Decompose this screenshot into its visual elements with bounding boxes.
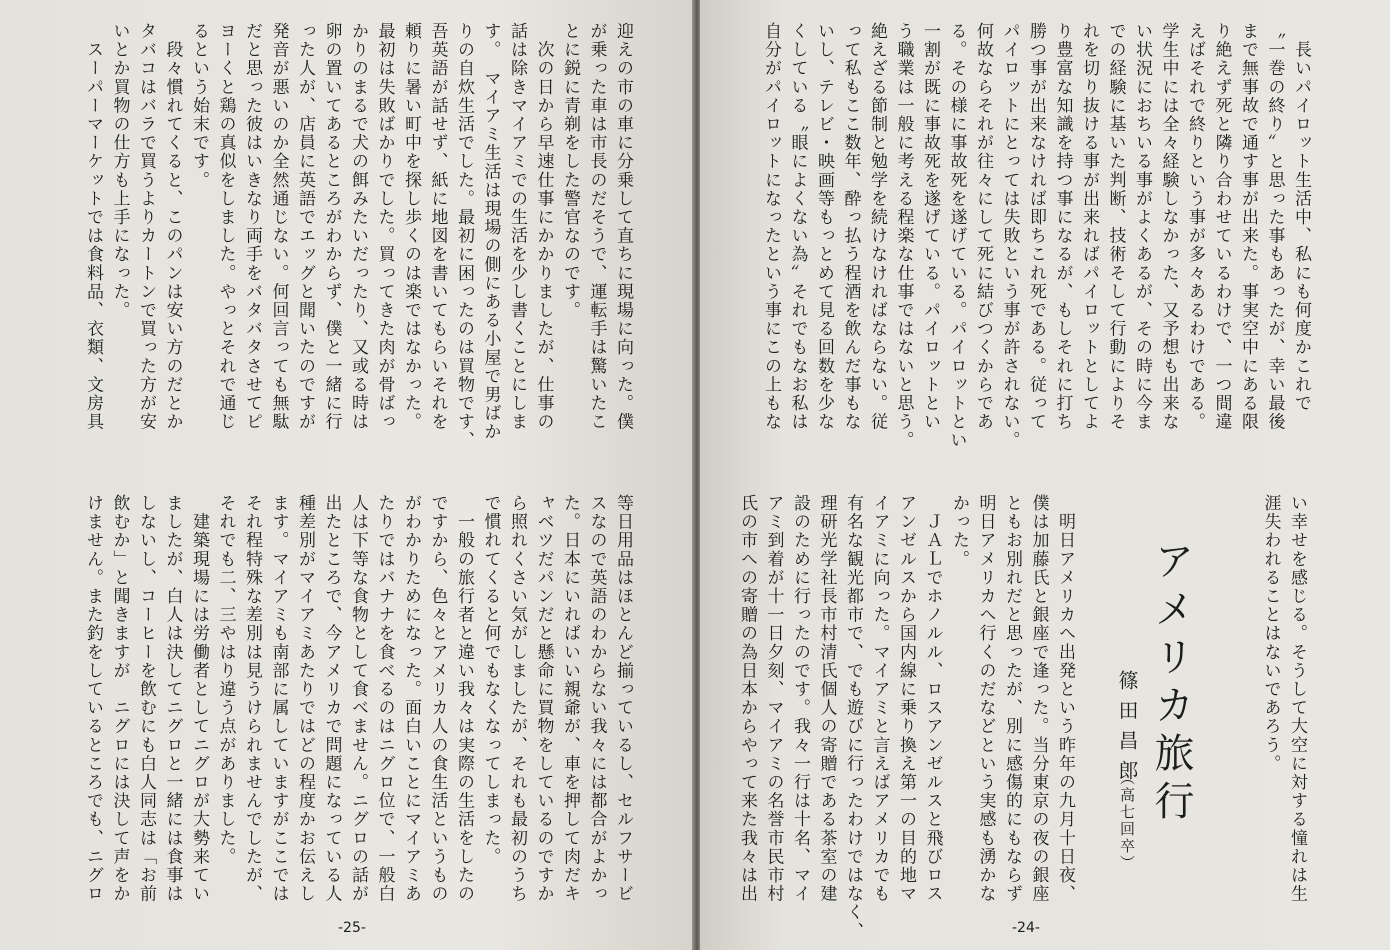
left-page-lower-text: 等日用品はほとんど揃っているし、セルフサービ スなので英語のわからない我々には都合がよかっ た。日本にいればいい親爺が、車を押して肉だキ ャベツだパンだと懸命に買物をしているのですか ら照れくさい気がしましたが、それも最初のうち で慣れてくると何でもなくなってしまった。 一般の旅行者と違い我々は実際の生活をしたの ですから、色々とアメリカ人の食生活というもの がわかりためになった。面白いことにマイアミあ たりではバナナを食べるのはニグロ位で、一般白 人は下等な食物として食べません。ニグロの話が 出たところで、今アメリカで問題になっている人 種差別がマイアミあたりではどの程度かお伝えし ます。マイアミも南部に属していますがここでは それ程特殊な差別は見うけられませんでしたが、 それでも二、三やはり違う点がありました。 建築現場には労働者としてニグロが大勢来てい ましたが、白人は決してニグロと一緒には食事は しないし、コーヒーを飲むにも白人同志は「お前 飲むか」と聞きますが ニグロには決して声をか けません。また釣をしているところでも、ニグロ: [83, 494, 633, 904]
left-page: [0, 0, 694, 950]
article-title: アメリカ旅行: [1148, 540, 1194, 828]
left-page-number: -25-: [338, 920, 366, 936]
article-author: 篠田昌郎: [1115, 670, 1139, 790]
right-page-number: -24-: [1012, 920, 1040, 936]
right-page-closing-text: い幸せを感じる。そうして大空に対する憧れは生 涯失われることはないであろう。: [1260, 494, 1307, 904]
right-page-upper-text: 長いパイロット生活中、私にも何度かこれで 〝一巻の終り〟と思った事もあったが、幸い最後 まで無事故で通す事が出来た。事実空中にある限 り絶えず死と隣り合わせているわけで、一つ間違 えばそれで終りという事が多々あるわけである。 学生中には全々経験しなかった、又予想も出来な い状況におちいる事がよくあるが、その時に今ま での経験に基いた判断、技術そして行動によりそ れを切り抜ける事が出来ればパイロットとしてよ り豊富な知識を持つ事になるが、もしそれに打ち 勝つ事が出来なければ即ちこれ死である。従って パイロットにとっては失敗という事が許されない。 何故ならそれが往々にして死に結びつくからであ る。その様に事故死を遂げている。パイロットとい 一割が既に事故死を遂げている。パイロットとい う職業は一般に考える程楽な仕事ではないと思う。 絶えざる節制と勉学を続けなければならない。従 って私もここ数年、酔っ払う程酒を飲んだ事もな いし、テレビ・映画等もっとめて見る回数を少な くしている〝眼によくない為〟それでもなお私は 自分がパイロットになったという事にこの上もな: [761, 22, 1311, 450]
article-author-note: （高七回卒）: [1118, 770, 1136, 872]
article-body-text: 明日アメリカへ出発という昨年の九月十日夜、 僕は加藤氏と銀座で逢った。当分東京の夜の銀座 ともお別れだと思ったが、別に感傷的にもならず 明日アメリカへ行くのだなどという実感も湧かな かった。 ＪＡＬでホノルル、ロスアンゼルスと飛びロス アンゼルスから国内線に乗り換え第一の目的地マ イアミに向った。マイアミと言えばアメリカでも 有名な観光都市で、でも遊びに行ったわけではなく、 理研光学社長市村清氏個人の寄贈である茶室の建 設のために行ったのです。我々一行は十名、マイ アミ到着が十一日夕刻、マイアミの名誉市民市村 氏の市への寄贈の為日本からやって来た我々は出: [737, 494, 1075, 941]
right-page: [700, 0, 1390, 950]
left-page-upper-text: 迎えの市の車に分乗して直ちに現場に向った。僕 が乗った車は市長のだそうで、運転手は驚いたこ とに鋭に青剃をした警官なのです。 次の日から早速仕事にかかりましたが、仕事の 話は除きマイアミでの生活を少し書くことにしま す。 マイアミ生活は現場の側にある小屋で男ばか りの自炊生活でした。最初に困ったのは買物です、 吾英語が話せず、紙に地図を書いてもらいそれを 頼りに暑い町中を探し歩くのは楽ではなかった。 最初は失敗ばかりでした。買ってきた肉が骨ばっ かりのまるで犬の餌みたいだったり、又或る時は 卵の置いてあるところがわからず、僕と一緒に行 った人が、店員に英語でエッグと聞いたのですが 発音が悪いのか全然通じない。何回言っても無駄 だと思った彼はいきなり両手をバタバタさせてピ ヨーくと鶏の真似をしました。やっとそれで通じ るという始末です。 段々慣れてくると、このパンは安い方のだとか タバコはバラで買うよりカートンで買った方が安 いとか買物の仕方も上手になった。 スーパーマーケットでは食料品、衣類、文房具: [83, 22, 633, 450]
